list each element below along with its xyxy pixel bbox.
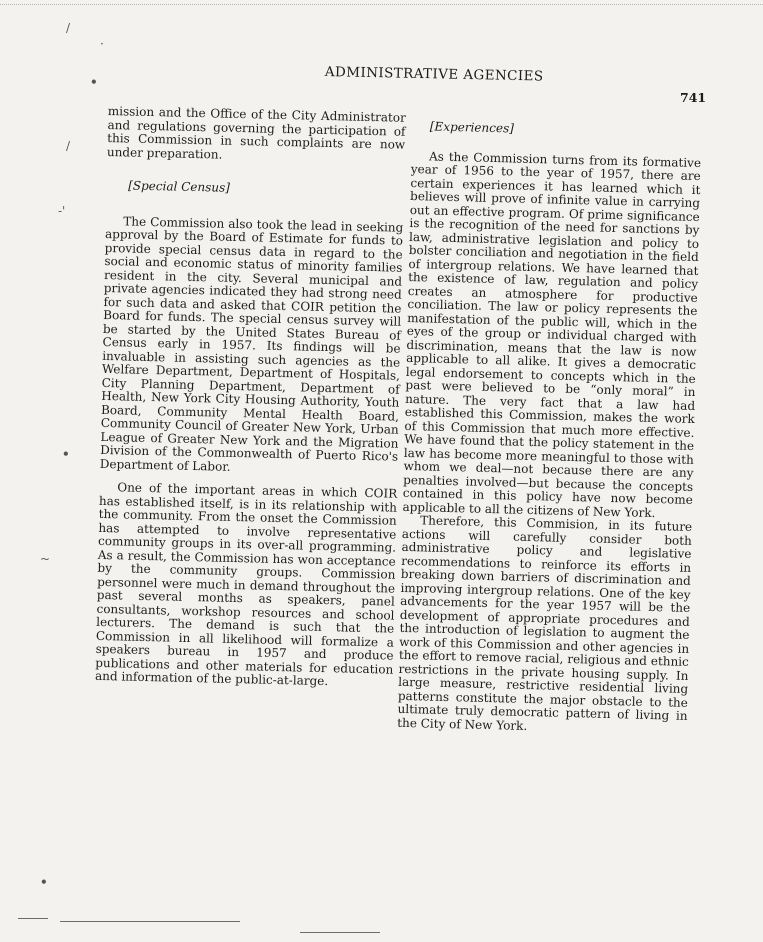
scan-speck: • — [40, 875, 48, 889]
paragraph: The Commission also took the lead in seeking approval by the Board of Estimate for funds to provide special census data in regard to the social and economic status of minority families resident in the city. Several municipal and private agencies indicated they had strong need for such data and asked that COIR petition the Board for funds. The special census survey will be started by the United States Bureau of Census early in 1957. Its findings will be invaluable in assisting such agencies as the Welfare Department, Department of Hospitals, City Planning Department, Department of Health, New York City Housing Authority, Youth Board, Community Mental Health Board, Community Council of Greater New York, Urban League of Greater New York and the Migration Division of the Commonwealth of Puerto Rico's Department of Labor. — [99, 213, 404, 474]
scan-speck: • — [90, 75, 98, 89]
paragraph: As the Commission turns from its formative year of 1956 to the year of 1957, there are certain experiences it has learned which it believes will prove of infinite value in carrying out an effective program. Of prime significance is the recognition of the need for sanctions by law, administrative legislation and policy to bolster conciliation and negotiation in the field of intergroup relations. We have learned that the existence of law, regulation and policy creates an atmosphere for productive conciliation. The law or policy represents the manifestation of the public will, which in the eyes of the group or individual charged with discrimination, means that the law is now applicable to all alike. It gives a democratic legal endorsement to concepts which in the past were believed to be “only moral” in nature. The very fact that a law had established this Commission, makes the work of this Commission that much more effective. We have found that the policy statement in the law has become more meaningful to those with whom we deal—not because there are any penalties involved—but because the concepts contained in this policy have now become applicable to all the citizens of New York. — [402, 148, 702, 520]
section-heading-experiences: [Experiences] — [429, 119, 515, 136]
scan-line — [300, 932, 380, 933]
running-header: ADMINISTRATIVE AGENCIES — [324, 64, 544, 85]
page-number: 741 — [680, 90, 707, 105]
scan-speck: -' — [58, 204, 66, 218]
scan-speck: • — [62, 447, 70, 461]
paragraph: mission and the Office of the City Administrator and regulations governing the participation of this Commission in such complaints are now under preparation. — [106, 104, 406, 162]
right-column — [397, 120, 702, 737]
scan-line — [18, 918, 48, 919]
scan-speck: / — [66, 21, 71, 35]
paragraph: One of the important areas in which COIR has established itself, is in its relationship with the community. From the onset the Commission has attempted to involve representative community groups in its over-all programming. As a result, the Commission has won acceptance by the community groups. Commission personnel were much in demand throughout the past several months as speakers, panel consultants, workshop resources and school lecturers. The demand is such that the Commission in all likelihood will formalize a speakers bureau in 1957 and produce publications and other materials for education and information of the public-at-large. — [94, 480, 398, 689]
top-edge-dots — [0, 4, 763, 5]
scan-line — [60, 921, 240, 922]
section-heading-special-census: [Special Census] — [128, 178, 231, 195]
scan-speck: / — [66, 139, 71, 153]
paragraph: Therefore, this Commision, in its future actions will carefully consider both administrative policy and legislative recommendations to reinforce its efforts in breaking down barriers of discrimination and improving intergroup relations. One of the key advancements for the year 1957 will be the development of appropriate procedures and the introduction of legislation to augment the work of this Commission and other agencies in the effort to remove racial, religious and ethnic restrictions in the private housing supply. In large measure, restrictive residential living patterns constitute the major obstacle to the ultimate truly democratic pattern of living in the City of New York. — [397, 513, 693, 733]
left-column — [95, 105, 406, 690]
scan-speck: ~ — [40, 552, 51, 566]
scan-speck: · — [100, 37, 104, 51]
